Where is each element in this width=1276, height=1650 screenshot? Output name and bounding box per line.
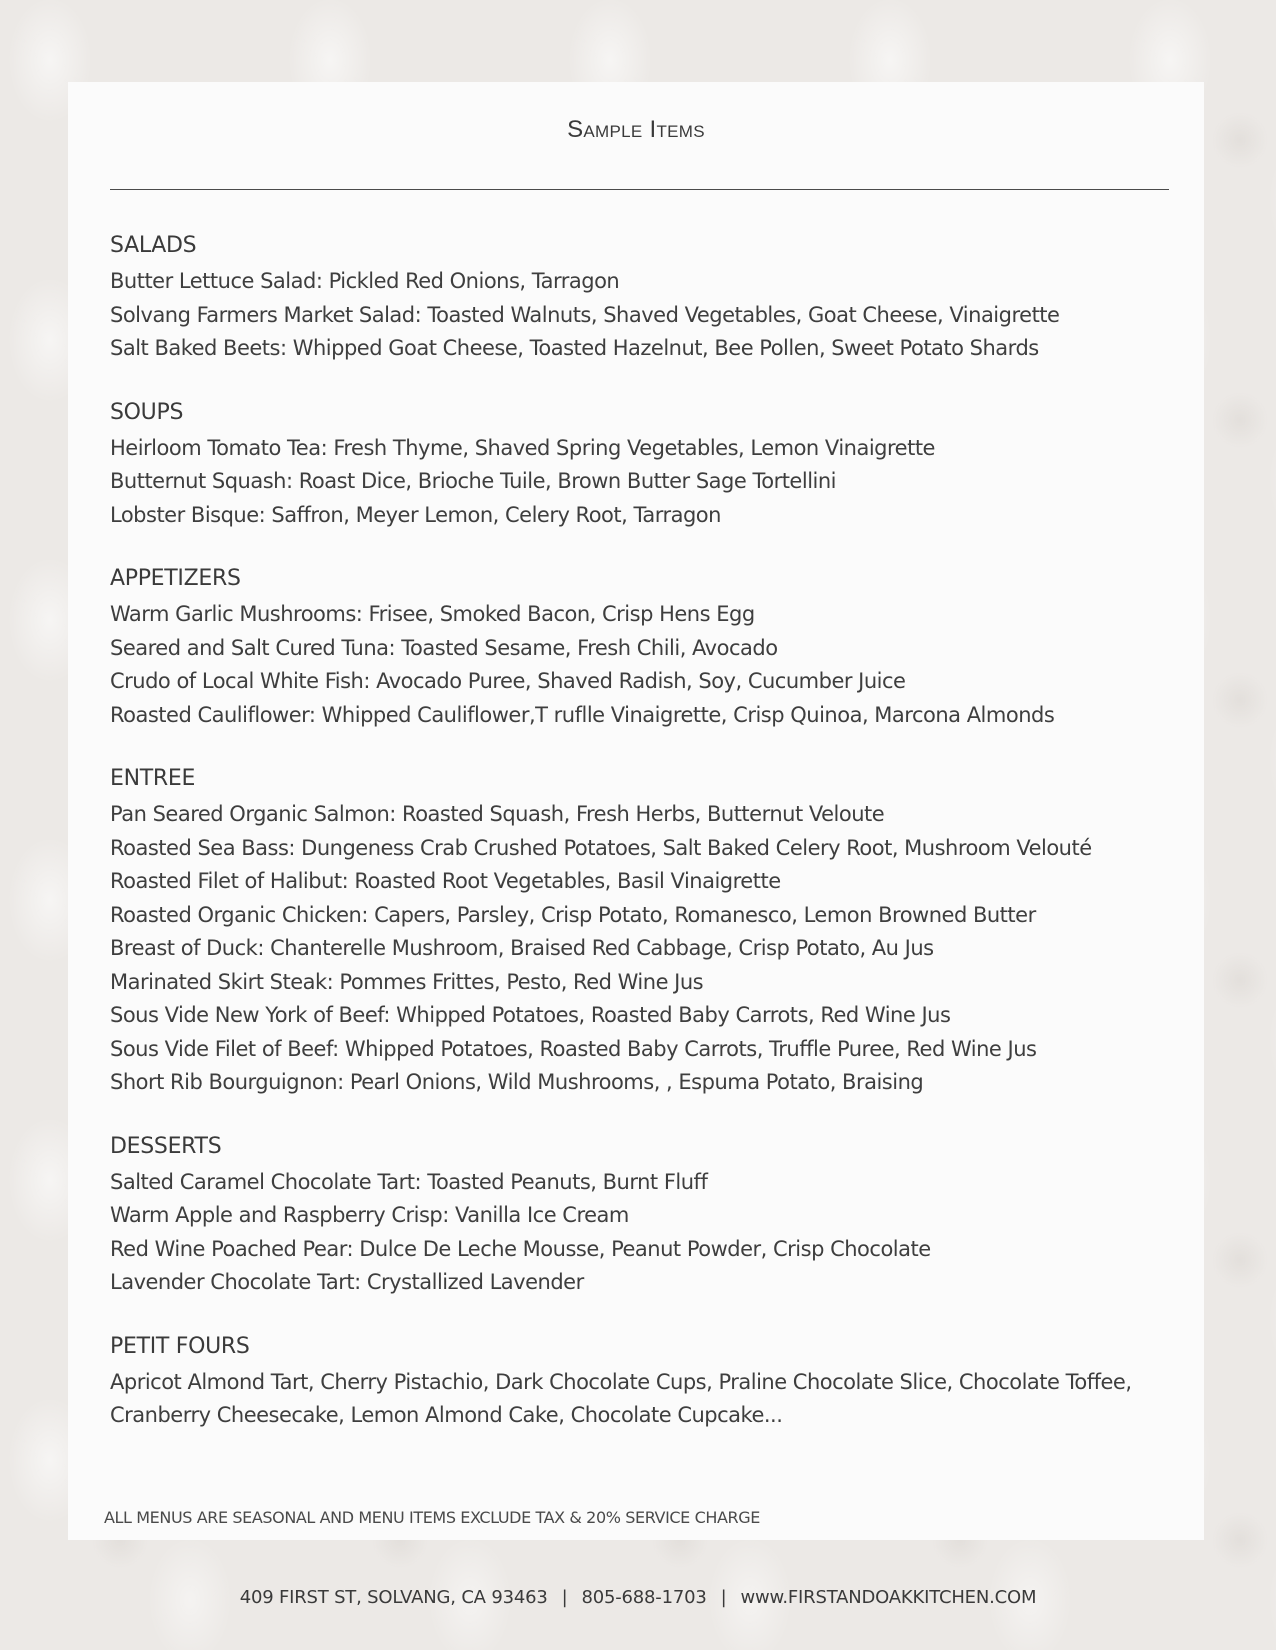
- menu-sections: [110, 232, 1170, 1466]
- section-heading: SALADS: [110, 233, 197, 258]
- footer-phone[interactable]: 805-688-1703: [581, 1587, 707, 1608]
- menu-item: Sous Vide New York of Beef: Whipped Potatoes, Roasted Baby Carrots, Red Wine Jus: [110, 1003, 951, 1027]
- title-divider: [110, 189, 1169, 190]
- menu-item: Salt Baked Beets: Whipped Goat Cheese, Toasted Hazelnut, Bee Pollen, Sweet Potato Shards: [110, 336, 1039, 360]
- menu-item: Roasted Cauliflower: Whipped Cauliflower,T ruflle Vinaigrette, Crisp Quinoa, Marcona Almonds: [110, 702, 1055, 727]
- section-heading: SOUPS: [110, 399, 184, 425]
- section-heading: APPETIZERS: [110, 566, 241, 591]
- menu-item: Pan Seared Organic Salmon: Roasted Squash, Fresh Herbs, Butternut Veloute: [110, 802, 885, 826]
- menu-item: Apricot Almond Tart, Cherry Pistachio, Dark Chocolate Cups, Praline Chocolate Slice, Chocolate Toffee, Cranberry Cheesecake, Lemon Almond Cake, Chocolate Cupcake...: [110, 1369, 1132, 1427]
- footer-separator: |: [561, 1587, 568, 1608]
- section-desserts: [110, 1133, 1170, 1300]
- section-heading: ENTREE: [110, 766, 196, 791]
- menu-item: Red Wine Poached Pear: Dulce De Leche Mousse, Peanut Powder, Crisp Chocolate: [110, 1236, 931, 1261]
- menu-item: Lobster Bisque: Saffron, Meyer Lemon, Celery Root, Tarragon: [110, 502, 721, 527]
- menu-item: Salted Caramel Chocolate Tart: Toasted Peanuts, Burnt Fluff: [110, 1169, 708, 1194]
- menu-item: Lavender Chocolate Tart: Crystallized Lavender: [110, 1270, 584, 1294]
- menu-item: Solvang Farmers Market Salad: Toasted Walnuts, Shaved Vegetables, Goat Cheese, Vinaigrette: [110, 302, 1060, 327]
- footer-separator: |: [720, 1587, 727, 1608]
- menu-item: Sous Vide Filet of Beef: Whipped Potatoes, Roasted Baby Carrots, Truffle Puree, Red Wine Jus: [110, 1036, 1037, 1061]
- menu-item: Short Rib Bourguignon: Pearl Onions, Wild Mushrooms, , Espuma Potato, Braising: [110, 1070, 924, 1094]
- section-appetizers: [110, 565, 1170, 732]
- section-salads: [110, 232, 1170, 366]
- menu-item: Marinated Skirt Steak: Pommes Frittes, Pesto, Red Wine Jus: [110, 969, 704, 994]
- menu-item: Breast of Duck: Chanterelle Mushroom, Braised Red Cabbage, Crisp Potato, Au Jus: [110, 936, 934, 960]
- footer-address: 409 FIRST ST, SOLVANG, CA 93463: [239, 1587, 548, 1608]
- menu-card: [68, 82, 1204, 1540]
- page-title: Sample Items: [567, 116, 705, 143]
- section-soups: [110, 399, 1170, 533]
- menu-item: Butternut Squash: Roast Dice, Brioche Tuile, Brown Butter Sage Tortellini: [110, 469, 837, 493]
- section-heading: PETIT FOURS: [110, 1333, 250, 1359]
- menu-item: Roasted Organic Chicken: Capers, Parsley, Crisp Potato, Romanesco, Lemon Browned Butter: [110, 902, 1036, 927]
- section-petit-fours: [110, 1333, 1170, 1433]
- menu-item: Roasted Filet of Halibut: Roasted Root Vegetables, Basil Vinaigrette: [110, 869, 781, 893]
- section-entree: [110, 765, 1170, 1100]
- menu-item: Butter Lettuce Salad: Pickled Red Onions, Tarragon: [110, 269, 620, 293]
- menu-item: Roasted Sea Bass: Dungeness Crab Crushed Potatoes, Salt Baked Celery Root, Mushroom Velouté: [110, 835, 1092, 860]
- section-heading: DESSERTS: [110, 1133, 222, 1159]
- menu-item: Warm Apple and Raspberry Crisp: Vanilla Ice Cream: [110, 1203, 629, 1227]
- disclaimer: ALL MENUS ARE SEASONAL AND MENU ITEMS EXCLUDE TAX & 20% SERVICE CHARGE: [104, 1508, 760, 1527]
- menu-item: Warm Garlic Mushrooms: Frisee, Smoked Bacon, Crisp Hens Egg: [110, 602, 755, 626]
- footer-website-link[interactable]: www.FIRSTANDOAKKITCHEN.COM: [740, 1587, 1037, 1608]
- menu-item: Crudo of Local White Fish: Avocado Puree, Shaved Radish, Soy, Cucumber Juice: [110, 669, 906, 693]
- footer: [0, 1587, 1276, 1608]
- menu-item: Heirloom Tomato Tea: Fresh Thyme, Shaved Spring Vegetables, Lemon Vinaigrette: [110, 435, 935, 460]
- menu-item: Seared and Salt Cured Tuna: Toasted Sesame, Fresh Chili, Avocado: [110, 635, 778, 660]
